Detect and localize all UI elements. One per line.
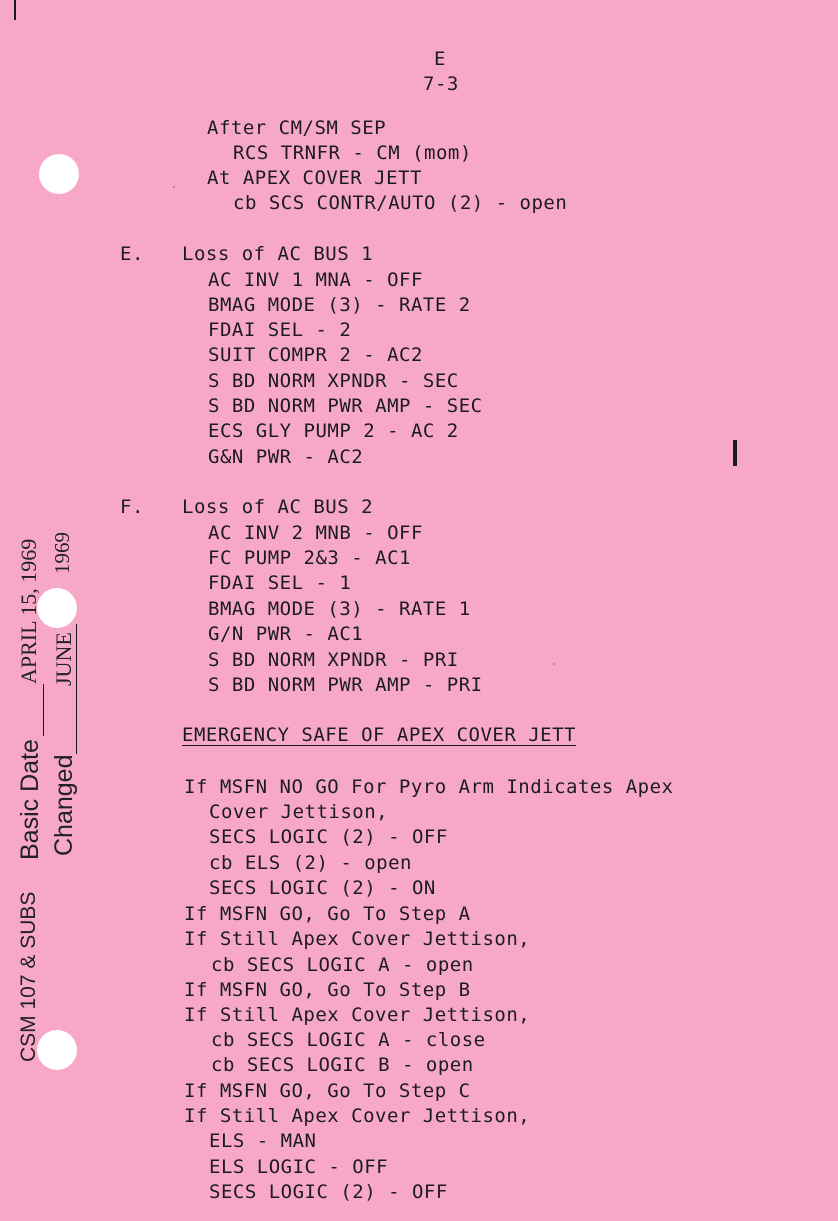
procedure-line: SUIT COMPR 2 - AC2 xyxy=(208,344,423,366)
procedure-line: S BD NORM XPNDR - PRI xyxy=(208,649,459,671)
procedure-line: SECS LOGIC (2) - ON xyxy=(209,877,436,899)
section-letter: E xyxy=(434,48,446,70)
procedure-line: At APEX COVER JETT xyxy=(207,167,422,189)
procedure-line: S BD NORM XPNDR - SEC xyxy=(208,370,459,392)
page-number: 7-3 xyxy=(423,73,459,95)
procedure-line: SECS LOGIC (2) - OFF xyxy=(209,1181,448,1203)
procedure-line: S BD NORM PWR AMP - SEC xyxy=(208,395,483,417)
changed-year: 1969 xyxy=(50,532,74,574)
punch-hole-middle xyxy=(37,588,77,628)
procedure-line: If MSFN GO, Go To Step C xyxy=(184,1080,471,1102)
procedure-line: S BD NORM PWR AMP - PRI xyxy=(208,674,483,696)
procedure-line: If MSFN NO GO For Pyro Arm Indicates Apex xyxy=(184,776,674,798)
procedure-line: FC PUMP 2&3 - AC1 xyxy=(208,547,411,569)
procedure-line: ELS - MAN xyxy=(209,1130,317,1152)
punch-hole-top xyxy=(39,154,79,194)
procedure-line: AC INV 2 MNB - OFF xyxy=(208,522,423,544)
procedure-line: Loss of AC BUS 2 xyxy=(182,496,374,518)
procedure-line: E. xyxy=(120,243,144,265)
basic-date-underline xyxy=(43,684,44,736)
speck xyxy=(173,186,175,188)
procedure-line: G/N PWR - AC1 xyxy=(208,623,364,645)
punch-hole-bottom xyxy=(37,1030,77,1070)
procedure-line: FDAI SEL - 2 xyxy=(208,319,352,341)
procedure-line: F. xyxy=(120,496,144,518)
procedure-line: If MSFN GO, Go To Step B xyxy=(184,979,471,1001)
procedure-line: AC INV 1 MNA - OFF xyxy=(208,269,423,291)
procedure-line: BMAG MODE (3) - RATE 1 xyxy=(208,598,471,620)
procedure-line: Cover Jettison, xyxy=(209,801,389,823)
procedure-line: BMAG MODE (3) - RATE 2 xyxy=(208,294,471,316)
procedure-line: If Still Apex Cover Jettison, xyxy=(184,1105,531,1127)
procedure-line: RCS TRNFR - CM (mom) xyxy=(233,142,472,164)
procedure-line: cb SCS CONTR/AUTO (2) - open xyxy=(233,192,568,214)
procedure-line: If Still Apex Cover Jettison, xyxy=(184,1004,531,1026)
procedure-line: Loss of AC BUS 1 xyxy=(182,243,374,265)
section-heading: EMERGENCY SAFE OF APEX COVER JETT xyxy=(182,724,576,746)
procedure-line: SECS LOGIC (2) - OFF xyxy=(209,826,448,848)
basic-date-value: APRIL 15, 1969 xyxy=(16,538,41,684)
changed-month: JUNE xyxy=(51,632,76,686)
procedure-line: cb SECS LOGIC A - close xyxy=(211,1029,486,1051)
procedure-line: cb ELS (2) - open xyxy=(209,852,412,874)
procedure-line: cb SECS LOGIC A - open xyxy=(211,954,474,976)
doc-identifier: CSM 107 & SUBS xyxy=(17,891,40,1062)
margin-mark xyxy=(14,0,16,20)
procedure-line: If MSFN GO, Go To Step A xyxy=(184,903,471,925)
procedure-line: ECS GLY PUMP 2 - AC 2 xyxy=(208,420,459,442)
change-bar xyxy=(733,440,737,466)
changed-label: Changed xyxy=(50,754,78,856)
procedure-line: cb SECS LOGIC B - open xyxy=(211,1054,474,1076)
basic-date-label: Basic Date xyxy=(16,739,44,860)
speck xyxy=(553,663,555,665)
procedure-line: G&N PWR - AC2 xyxy=(208,446,364,468)
procedure-line: If Still Apex Cover Jettison, xyxy=(184,928,531,950)
changed-underline xyxy=(76,624,77,754)
procedure-line: After CM/SM SEP xyxy=(207,117,387,139)
procedure-line: ELS LOGIC - OFF xyxy=(209,1156,389,1178)
procedure-line: FDAI SEL - 1 xyxy=(208,572,352,594)
